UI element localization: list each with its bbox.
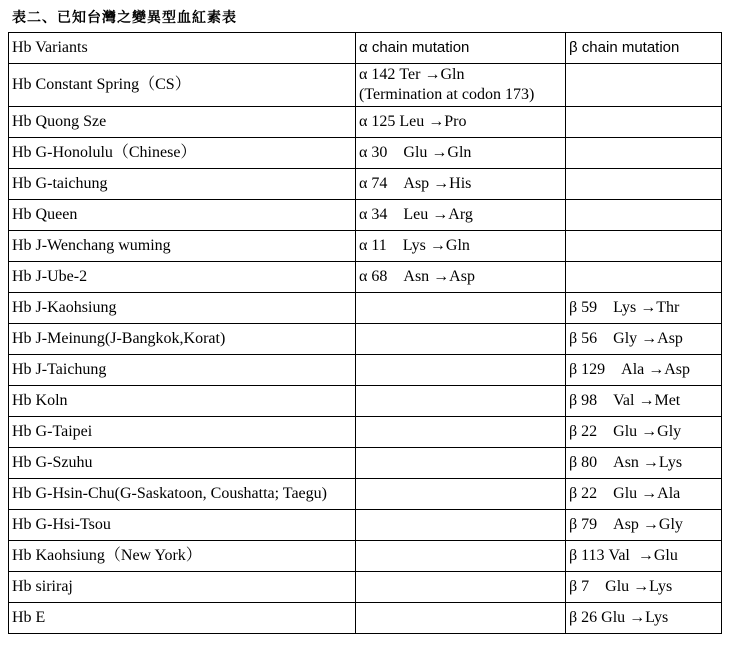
table-row — [9, 355, 722, 386]
table-row — [9, 541, 722, 572]
alpha-mutation-cell: α 125 Leu →Pro — [356, 107, 566, 138]
alpha-mutation-cell — [356, 386, 566, 417]
alpha-mutation-note: (Termination at codon 173) — [359, 86, 535, 103]
hemoglobin-variants-table — [8, 32, 722, 634]
beta-mutation-cell: β 26 Glu →Lys — [566, 603, 722, 634]
alpha-mutation-cell — [356, 603, 566, 634]
alpha-mutation-cell — [356, 64, 566, 107]
alpha-mutation-cell — [356, 510, 566, 541]
header-beta-chain-mutation: β chain mutation — [566, 33, 722, 64]
alpha-mutation-cell — [356, 355, 566, 386]
variant-cell: Hb G-Taipei — [9, 417, 356, 448]
variant-cell: Hb Quong Sze — [9, 107, 356, 138]
variant-cell: Hb Kaohsiung（New York） — [9, 541, 356, 572]
beta-mutation-cell — [566, 231, 722, 262]
beta-mutation-cell: β 129 Ala →Asp — [566, 355, 722, 386]
alpha-mutation-cell — [356, 448, 566, 479]
variant-cell: Hb siriraj — [9, 572, 356, 603]
beta-mutation-cell — [566, 107, 722, 138]
beta-mutation-cell — [566, 200, 722, 231]
alpha-mutation-cell: α 30 Glu →Gln — [356, 138, 566, 169]
alpha-mutation-cell — [356, 479, 566, 510]
table-row — [9, 169, 722, 200]
alpha-mutation-cell — [356, 572, 566, 603]
header-variants: Hb Variants — [9, 33, 356, 64]
beta-mutation-cell: β 80 Asn →Lys — [566, 448, 722, 479]
table-row — [9, 324, 722, 355]
beta-mutation-cell: β 7 Glu →Lys — [566, 572, 722, 603]
variant-cell: Hb Constant Spring（CS） — [9, 64, 356, 107]
beta-mutation-cell — [566, 64, 722, 107]
alpha-mutation-cell — [356, 293, 566, 324]
alpha-mutation-cell — [356, 541, 566, 572]
table-row — [9, 200, 722, 231]
alpha-mutation-cell — [356, 417, 566, 448]
table-row — [9, 138, 722, 169]
beta-mutation-cell — [566, 138, 722, 169]
variant-cell: Hb G-Hsin-Chu(G-Saskatoon, Coushatta; Taegu) — [9, 479, 356, 510]
variant-cell: Hb J-Ube-2 — [9, 262, 356, 293]
variant-cell: Hb G-Szuhu — [9, 448, 356, 479]
table-row — [9, 386, 722, 417]
table-caption: 表二、已知台灣之變異型血紅素表 — [12, 10, 237, 26]
alpha-mutation-text: α 142 Ter →Gln — [359, 66, 465, 83]
table-row — [9, 262, 722, 293]
beta-mutation-cell: β 79 Asp →Gly — [566, 510, 722, 541]
table-row — [9, 64, 722, 107]
table-row — [9, 572, 722, 603]
table-row — [9, 603, 722, 634]
beta-mutation-cell: β 113 Val →Glu — [566, 541, 722, 572]
alpha-mutation-cell: α 11 Lys →Gln — [356, 231, 566, 262]
table-row — [9, 293, 722, 324]
variant-cell: Hb Koln — [9, 386, 356, 417]
table-row — [9, 417, 722, 448]
variant-cell: Hb G-Honolulu（Chinese） — [9, 138, 356, 169]
beta-mutation-cell: β 59 Lys →Thr — [566, 293, 722, 324]
alpha-mutation-cell — [356, 324, 566, 355]
variant-cell: Hb Queen — [9, 200, 356, 231]
table-row — [9, 448, 722, 479]
alpha-mutation-cell: α 74 Asp →His — [356, 169, 566, 200]
variant-cell: Hb J-Taichung — [9, 355, 356, 386]
variant-cell: Hb J-Meinung(J-Bangkok,Korat) — [9, 324, 356, 355]
alpha-mutation-cell: α 68 Asn →Asp — [356, 262, 566, 293]
table-header-row — [9, 33, 722, 64]
variant-cell: Hb J-Wenchang wuming — [9, 231, 356, 262]
variant-cell: Hb J-Kaohsiung — [9, 293, 356, 324]
variant-cell: Hb G-taichung — [9, 169, 356, 200]
variant-cell: Hb G-Hsi-Tsou — [9, 510, 356, 541]
table-row — [9, 510, 722, 541]
beta-mutation-cell: β 98 Val →Met — [566, 386, 722, 417]
beta-mutation-cell: β 56 Gly →Asp — [566, 324, 722, 355]
beta-mutation-cell: β 22 Glu →Gly — [566, 417, 722, 448]
table-row — [9, 107, 722, 138]
beta-mutation-cell — [566, 169, 722, 200]
table-row — [9, 231, 722, 262]
beta-mutation-cell — [566, 262, 722, 293]
variant-cell: Hb E — [9, 603, 356, 634]
header-alpha-chain-mutation: α chain mutation — [356, 33, 566, 64]
alpha-mutation-cell: α 34 Leu →Arg — [356, 200, 566, 231]
beta-mutation-cell: β 22 Glu →Ala — [566, 479, 722, 510]
table-row — [9, 479, 722, 510]
